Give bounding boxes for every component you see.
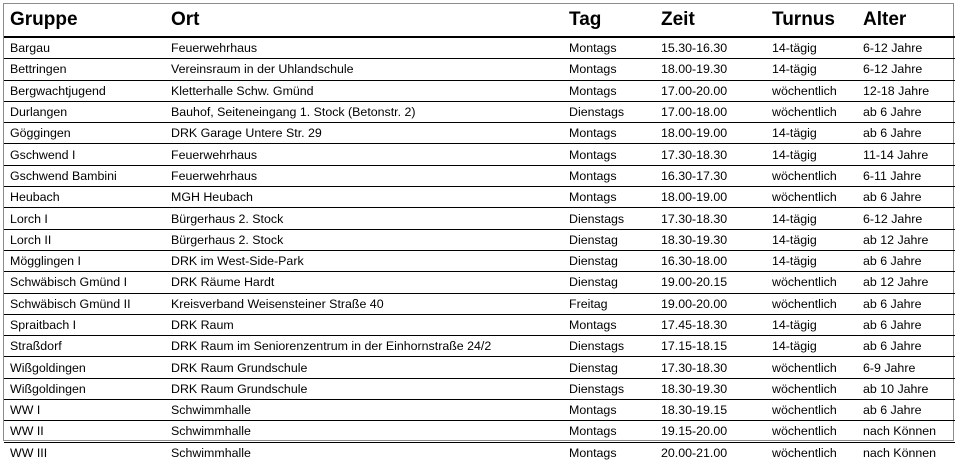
cell-ort: Feuerwehrhaus — [164, 144, 562, 165]
cell-tag: Montags — [562, 421, 654, 442]
cell-turnus: wöchentlich — [765, 272, 856, 293]
table-row — [4, 250, 955, 271]
cell-turnus: wöchentlich — [765, 293, 856, 314]
cell-gruppe: Gschwend Bambini — [4, 165, 164, 186]
cell-tag: Montags — [562, 165, 654, 186]
table-header-row — [4, 4, 955, 37]
cell-zeit: 16.30-17.30 — [654, 165, 765, 186]
cell-zeit: 19.15-20.00 — [654, 421, 765, 442]
cell-zeit: 17.30-18.30 — [654, 144, 765, 165]
table-row — [4, 272, 955, 293]
cell-zeit: 19.00-20.00 — [654, 293, 765, 314]
cell-ort: Schwimmhalle — [171, 445, 251, 460]
cell-tag: Montags — [562, 37, 654, 59]
column-header-zeit: Zeit — [654, 4, 765, 37]
cell-ort: Bürgerhaus 2. Stock — [164, 208, 562, 229]
cell-ort: Feuerwehrhaus — [164, 37, 562, 59]
cell-ort: Kletterhalle Schw. Gmünd — [164, 80, 562, 101]
cell-tag: Dienstag — [562, 357, 654, 378]
column-header-gruppe: Gruppe — [4, 4, 164, 37]
cell-tag: Montags — [569, 445, 617, 460]
cell-tag: Montags — [562, 400, 654, 421]
cell-zeit: 18.00-19.00 — [654, 123, 765, 144]
cell-zeit: 18.30-19.30 — [654, 229, 765, 250]
cell-gruppe: Mögglingen I — [4, 250, 164, 271]
cell-turnus: 14-tägig — [765, 208, 856, 229]
cell-zeit: 18.30-19.30 — [654, 378, 765, 399]
cell-alter: ab 12 Jahre — [856, 229, 955, 250]
table-row — [4, 101, 955, 122]
cell-zeit: 18.30-19.15 — [654, 400, 765, 421]
cell-alter: 6-12 Jahre — [856, 208, 955, 229]
cell-zeit: 15.30-16.30 — [654, 37, 765, 59]
cell-alter: ab 6 Jahre — [856, 336, 955, 357]
cell-ort: DRK im West-Side-Park — [164, 250, 562, 271]
column-header-alter: Alter — [856, 4, 955, 37]
cell-turnus: wöchentlich — [765, 378, 856, 399]
cell-zeit: 17.00-18.00 — [654, 101, 765, 122]
cell-turnus: wöchentlich — [772, 445, 837, 460]
cell-gruppe: Bergwachtjugend — [4, 80, 164, 101]
table-row — [4, 378, 955, 399]
cell-gruppe: Gschwend I — [4, 144, 164, 165]
cell-ort: Schwimmhalle — [164, 400, 562, 421]
cell-alter: 11-14 Jahre — [856, 144, 955, 165]
cell-ort: DRK Raum Grundschule — [164, 378, 562, 399]
cell-tag: Dienstags — [562, 101, 654, 122]
cell-zeit: 17.30-18.30 — [654, 357, 765, 378]
cell-alter: ab 6 Jahre — [856, 187, 955, 208]
cell-turnus: wöchentlich — [765, 187, 856, 208]
cell-zeit: 17.15-18.15 — [654, 336, 765, 357]
cell-turnus: 14-tägig — [765, 229, 856, 250]
cell-turnus: wöchentlich — [765, 357, 856, 378]
cell-alter: ab 6 Jahre — [856, 314, 955, 335]
cell-gruppe: WW I — [4, 400, 164, 421]
cell-alter: ab 12 Jahre — [856, 272, 955, 293]
cell-gruppe: Wißgoldingen — [4, 357, 164, 378]
cell-gruppe: Bettringen — [4, 59, 164, 80]
cell-turnus: 14-tägig — [765, 123, 856, 144]
table-row — [4, 187, 955, 208]
cell-zeit: 18.00-19.00 — [654, 187, 765, 208]
cell-alter: ab 6 Jahre — [856, 293, 955, 314]
cell-ort: Bürgerhaus 2. Stock — [164, 229, 562, 250]
cell-alter: 12-18 Jahre — [856, 80, 955, 101]
cell-alter: 6-12 Jahre — [856, 37, 955, 59]
cell-tag: Montags — [562, 123, 654, 144]
cell-turnus: 14-tägig — [765, 250, 856, 271]
cell-turnus: 14-tägig — [765, 59, 856, 80]
cell-ort: MGH Heubach — [164, 187, 562, 208]
cell-gruppe: Durlangen — [4, 101, 164, 122]
table-row — [4, 80, 955, 101]
table-row — [4, 144, 955, 165]
column-header-ort: Ort — [164, 4, 562, 37]
cell-gruppe: WW II — [4, 421, 164, 442]
cell-alter: ab 10 Jahre — [856, 378, 955, 399]
cell-zeit: 17.00-20.00 — [654, 80, 765, 101]
cell-gruppe: Bargau — [4, 37, 164, 59]
cell-alter: ab 6 Jahre — [856, 250, 955, 271]
table-row — [4, 229, 955, 250]
cell-alter: ab 6 Jahre — [856, 123, 955, 144]
table-row — [4, 400, 955, 421]
cell-gruppe: Lorch I — [4, 208, 164, 229]
cell-alter: 6-9 Jahre — [856, 357, 955, 378]
table-row — [4, 293, 955, 314]
cell-gruppe: Schwäbisch Gmünd II — [4, 293, 164, 314]
cell-alter: 6-12 Jahre — [856, 59, 955, 80]
schedule-frame — [3, 3, 954, 460]
table-row — [4, 123, 955, 144]
cell-zeit: 19.00-20.15 — [654, 272, 765, 293]
cell-zeit: 16.30-18.00 — [654, 250, 765, 271]
cell-turnus: wöchentlich — [765, 80, 856, 101]
column-header-turnus: Turnus — [765, 4, 856, 37]
cell-alter: ab 6 Jahre — [856, 101, 955, 122]
cell-tag: Montags — [562, 187, 654, 208]
table-row — [4, 336, 955, 357]
cell-gruppe: Schwäbisch Gmünd I — [4, 272, 164, 293]
table-row — [4, 37, 955, 59]
cell-gruppe: Lorch II — [4, 229, 164, 250]
cell-tag: Dienstag — [562, 229, 654, 250]
cell-zeit: 20.00-21.00 — [661, 445, 728, 460]
cell-ort: DRK Garage Untere Str. 29 — [164, 123, 562, 144]
cell-zeit: 18.00-19.30 — [654, 59, 765, 80]
cell-tag: Dienstag — [562, 250, 654, 271]
cell-ort: Kreisverband Weisensteiner Straße 40 — [164, 293, 562, 314]
table-body — [4, 37, 955, 463]
cell-turnus: wöchentlich — [765, 400, 856, 421]
cell-turnus: wöchentlich — [765, 101, 856, 122]
cell-ort: DRK Raum Grundschule — [164, 357, 562, 378]
table-row — [4, 421, 955, 442]
cell-alter: nach Können — [863, 445, 937, 460]
cell-turnus: 14-tägig — [765, 336, 856, 357]
cell-turnus: 14-tägig — [765, 37, 856, 59]
table-row — [4, 59, 955, 80]
table-row — [4, 442, 955, 463]
cell-tag: Dienstags — [562, 378, 654, 399]
cell-tag: Dienstags — [562, 336, 654, 357]
cell-gruppe: Wißgoldingen — [4, 378, 164, 399]
cell-gruppe: WW III — [10, 445, 48, 460]
cell-tag: Montags — [562, 314, 654, 335]
cell-alter: ab 6 Jahre — [856, 400, 955, 421]
cell-ort: Bauhof, Seiteneingang 1. Stock (Betonstr. 2) — [164, 101, 562, 122]
cell-tag: Freitag — [562, 293, 654, 314]
cell-turnus: 14-tägig — [765, 144, 856, 165]
table-row — [4, 357, 955, 378]
cell-turnus: wöchentlich — [765, 421, 856, 442]
cell-ort: Vereinsraum in der Uhlandschule — [164, 59, 562, 80]
cell-tag: Dienstag — [562, 272, 654, 293]
cell-ort: DRK Räume Hardt — [164, 272, 562, 293]
cell-ort: Schwimmhalle — [164, 421, 562, 442]
cell-tag: Montags — [562, 80, 654, 101]
cell-turnus: wöchentlich — [765, 165, 856, 186]
cell-alter: nach Können — [856, 421, 955, 442]
cell-gruppe: Straßdorf — [4, 336, 164, 357]
table-row — [4, 208, 955, 229]
cell-ort: DRK Raum im Seniorenzentrum in der Einhornstraße 24/2 — [164, 336, 562, 357]
table-row — [4, 165, 955, 186]
cell-ort: DRK Raum — [164, 314, 562, 335]
table-row — [4, 314, 955, 335]
schedule-table — [4, 4, 955, 463]
cell-tag: Montags — [562, 59, 654, 80]
cell-turnus: 14-tägig — [765, 314, 856, 335]
cell-gruppe: Heubach — [4, 187, 164, 208]
cell-zeit: 17.45-18.30 — [654, 314, 765, 335]
column-header-tag: Tag — [562, 4, 654, 37]
cell-tag: Dienstags — [562, 208, 654, 229]
cell-gruppe: Spraitbach I — [4, 314, 164, 335]
cell-gruppe: Göggingen — [4, 123, 164, 144]
cell-alter: 6-11 Jahre — [856, 165, 955, 186]
cell-tag: Montags — [562, 144, 654, 165]
cell-ort: Feuerwehrhaus — [164, 165, 562, 186]
cell-zeit: 17.30-18.30 — [654, 208, 765, 229]
